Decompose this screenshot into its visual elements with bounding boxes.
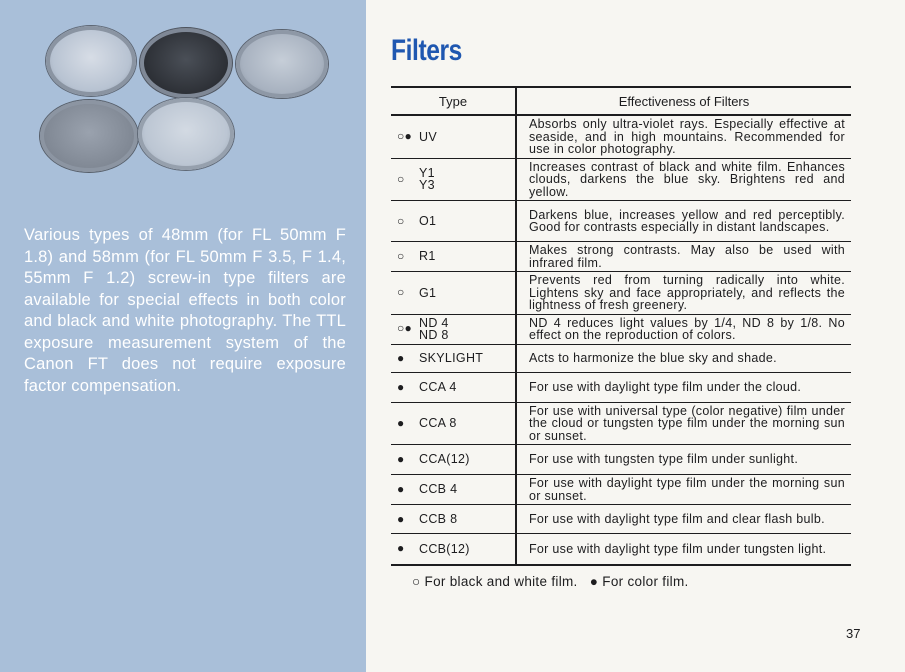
table-row — [391, 344, 851, 372]
film-mark: ○ — [397, 213, 405, 228]
header-effectiveness: Effectiveness of Filters — [516, 87, 851, 115]
filter-effect: For use with daylight type film under the morning sun or sunset. — [516, 475, 851, 505]
table-row — [391, 445, 851, 475]
filter-type: CCA 4 — [419, 379, 457, 394]
filter-type-cell — [391, 344, 516, 372]
filter-type: ND 4 — [419, 316, 449, 330]
film-mark: ○ — [397, 249, 405, 264]
film-mark: ○● — [397, 129, 413, 144]
film-mark: ● — [397, 452, 405, 467]
filter-effect: For use with daylight type film under tungsten light. — [516, 534, 851, 565]
filter-type-cell — [391, 115, 516, 158]
filter-disc-grey — [236, 30, 328, 98]
filter-effect: ND 4 reduces light values by 1/4, ND 8 by 1/8. No effect on the reproduction of colors. — [516, 314, 851, 344]
filter-type-cell — [391, 201, 516, 242]
filter-disc-mid — [40, 100, 138, 172]
table-row — [391, 272, 851, 315]
filter-type: UV — [419, 129, 437, 144]
filter-disc-dark — [140, 28, 232, 98]
filter-effect: For use with universal type (color negative) film under the cloud or tungsten type film under the morning sun or sunset. — [516, 402, 851, 445]
filter-type-secondary: ND 8 — [419, 328, 449, 342]
table-header-row — [391, 87, 851, 115]
table-row — [391, 314, 851, 344]
table-row — [391, 402, 851, 445]
film-mark: ● — [397, 511, 405, 526]
filter-type-cell — [391, 402, 516, 445]
table-row — [391, 242, 851, 272]
filter-type-cell — [391, 505, 516, 534]
filter-type: Y1 — [419, 166, 435, 181]
filter-type: CCB 8 — [419, 511, 458, 526]
film-mark: ● — [397, 541, 405, 556]
filter-effect: Darkens blue, increases yellow and red perceptibly. Good for contrasts especially in distant landscapes. — [516, 201, 851, 242]
film-mark: ● — [397, 379, 405, 394]
filter-effect: Makes strong contrasts. May also be used with infrared film. — [516, 242, 851, 272]
filter-type: R1 — [419, 249, 436, 264]
film-mark: ● — [397, 350, 405, 365]
filter-type: SKYLIGHT — [419, 350, 484, 365]
filter-type: CCB(12) — [419, 541, 470, 556]
table-row — [391, 372, 851, 402]
filter-type: G1 — [419, 285, 437, 300]
filter-effect: Absorbs only ultra-violet rays. Especially effective at seaside, and in high mountains. Recommended for use in color photography. — [516, 115, 851, 158]
filter-type-cell — [391, 158, 516, 201]
filter-effect: For use with daylight type film under the cloud. — [516, 372, 851, 402]
color-film-label: For color film. — [602, 574, 689, 589]
filter-type-cell — [391, 445, 516, 475]
page-number: 37 — [846, 626, 861, 641]
film-mark: ○ — [397, 171, 405, 186]
filter-effect: For use with daylight type film and clear flash bulb. — [516, 505, 851, 534]
filter-type: CCA(12) — [419, 452, 470, 467]
filter-disc-light — [46, 26, 136, 96]
filter-type: CCA 8 — [419, 416, 457, 431]
film-mark: ● — [397, 415, 405, 430]
bw-film-icon: ○ — [412, 574, 421, 589]
film-legend — [412, 574, 689, 589]
film-mark: ○● — [397, 321, 413, 336]
filter-type-cell — [391, 534, 516, 565]
color-film-icon: ● — [589, 574, 599, 589]
filters-table — [391, 86, 851, 566]
filter-type-cell — [391, 372, 516, 402]
table-row — [391, 505, 851, 534]
filter-disc-pale — [138, 98, 234, 170]
filter-type-cell — [391, 242, 516, 272]
table-row — [391, 201, 851, 242]
film-mark: ○ — [397, 285, 405, 300]
header-type: Type — [391, 87, 516, 115]
table-row — [391, 534, 851, 565]
photo-panel — [0, 0, 366, 672]
filter-type-secondary: Y3 — [419, 178, 435, 193]
intro-text: Various types of 48mm (for FL 50mm F 1.8) and 58mm (for FL 50mm F 3.5, F 1.4, 55mm F 1.2) screw-in type filters are available for special effects in both color and black and white photography. The TTL exposure measurement system of the Canon FT does not require exposure factor compensation. — [24, 226, 346, 395]
table-row — [391, 115, 851, 158]
filter-type-cell — [391, 272, 516, 315]
filter-effect: Prevents red from turning radically into white. Lightens sky and face appropriately, and reflects the lightness of fresh greenery. — [516, 272, 851, 315]
filter-type: O1 — [419, 213, 437, 228]
page-title: Filters — [391, 34, 462, 67]
film-mark: ● — [397, 482, 405, 497]
filter-type-cell — [391, 314, 516, 344]
filter-effect: Acts to harmonize the blue sky and shade. — [516, 344, 851, 372]
table-row — [391, 475, 851, 505]
filter-type-cell — [391, 475, 516, 505]
bw-film-label: For black and white film. — [424, 574, 578, 589]
filter-type: CCB 4 — [419, 482, 458, 497]
filter-effect: For use with tungsten type film under sunlight. — [516, 445, 851, 475]
table-row — [391, 158, 851, 201]
filter-effect: Increases contrast of black and white film. Enhances clouds, darkens the blue sky. Brightens red and yellow. — [516, 158, 851, 201]
